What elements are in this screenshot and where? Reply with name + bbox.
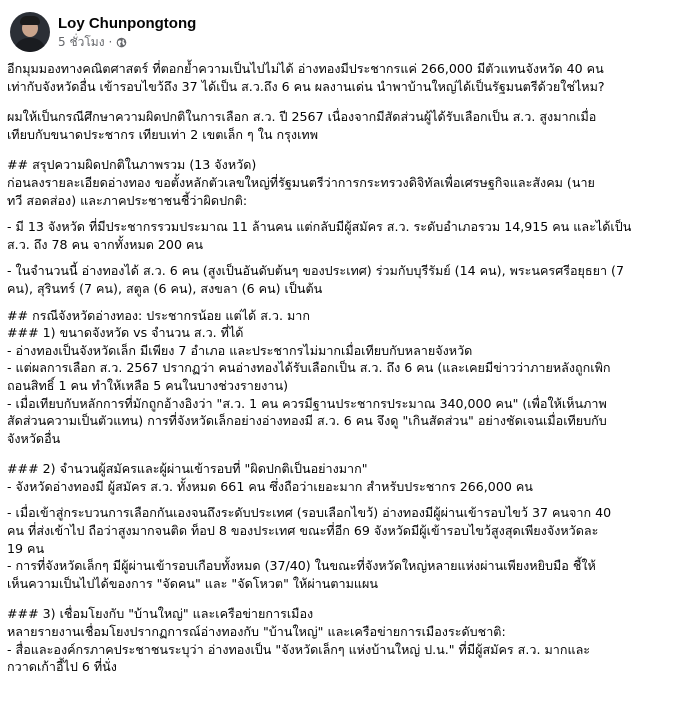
- avatar[interactable]: [10, 12, 50, 52]
- paragraph-section-1: ## กรณีจังหวัดอ่างทอง: ประชากรน้อย แต่ได้ ส.ว. มาก ### 1) ขนาดจังหวัด vs จำนวน ส.ว. ที่ได้ - อ่างทองเป็นจังหวัดเล็ก มีเพียง 7 อำเภอ และประชากรไม่มากเมื่อเทียบกับหลายจังหวัด - แต่ผลการเลือก ส.ว. 2567 ปรากฏว่า คนอ่างทองได้รับเลือกเป็น ส.ว. ถึง 6 คน (และเคยมีข่าวว่าภายหลังถูกเพิก ถอนสิทธิ์ 1 คน ทำให้เหลือ 5 คนในบางช่วงรายงาน) - เมื่อเทียบกับหลักการที่มักถูกอ้างอิงว่า "ส.ว. 1 คน ควรมีฐานประชากรประมาณ 340,000 คน" (เพื่อให้เห็นภาพ สัดส่วนความเป็นตัวแทน) การที่จังหวัดเล็กอย่างอ่างทองมี ส.ว. 6 คน จึงดู "เกินสัดส่วน" อย่างชัดเจนเมื่อเทียบกับ จังหวัดอื่น: [7, 307, 611, 446]
- post-meta: [58, 14, 196, 50]
- separator-dot: ·: [108, 35, 113, 49]
- paragraph-intro: อีกมุมมองทางคณิตศาสตร์ ที่ตอกย้ำความเป็นไปไม่ได้ อ่างทองมีประชากรแค่ 266,000 มีตัวแทนจังหวัด 40 คน เท่ากับจังหวัดอื่น เข้ารอบไขว้ถึง 37 ได้เป็น ส.ว.ถึง 6 คน ผลงานเด่น นำพาบ้านใหญ่ได้เป็นรัฐมนตรีด้วยใช่ไหม?: [7, 61, 605, 94]
- post-body: [6, 60, 685, 676]
- paragraph-section-3: ### 3) เชื่อมโยงกับ "บ้านใหญ่" และเครือข่ายการเมือง หลายรายงานเชื่อมโยงปรากฏการณ์อ่างทองกับ "บ้านใหญ่" และเครือข่ายการเมืองระดับชาติ: - สื่อและองค์กรภาคประชาชนระบุว่า อ่างทองเป็น "จังหวัดเล็กๆ แห่งบ้านใหญ่ ป.น." ที่มีผู้สมัคร ส.ว. มากและ กวาดเก้าอี้ไป 6 ที่นั่ง: [7, 606, 591, 675]
- globe-icon[interactable]: [116, 37, 127, 48]
- post-timestamp[interactable]: 5 ชั่วโมง: [58, 35, 105, 49]
- paragraph-section-2-points: - เมื่อเข้าสู่กระบวนการเลือกกันเองจนถึงระดับประเทศ (รอบเลือกไขว้) อ่างทองมีผู้ผ่านเข้ารอบไขว้ 37 คนจาก 40 คน ที่ส่งเข้าไป ถือว่าสูงมากจนติด ท็อป 8 ของประเทศ ขณะที่อีก 69 จังหวัดมีผู้เข้ารอบไขว้สูงสุดเพียงจังหวัดละ 19 คน - การที่จังหวัดเล็กๆ มีผู้ผ่านเข้ารอบเกือบทั้งหมด (37/40) ในขณะที่จังหวัดใหญ่หลายแห่งผ่านเพียงหยิบมือ ชี้ให้ เห็นความเป็นไปได้ของการ "จัดคน" และ "จัดโหวต" ให้ผ่านตามแผน: [7, 505, 612, 591]
- paragraph-section-2: ### 2) จำนวนผู้สมัครและผู้ผ่านเข้ารอบที่ "ผิดปกติเป็นอย่างมาก" - จังหวัดอ่างทองมี ผู้สมัคร ส.ว. ทั้งหมด 661 คน ซึ่งถือว่าเยอะมาก สำหรับประชากร 266,000 คน: [7, 461, 533, 494]
- paragraph-summary-heading: ## สรุปความผิดปกติในภาพรวม (13 จังหวัด) ก่อนลงรายละเอียดอ่างทอง ขอตั้งหลักตัวเลขใหญ่ที่รัฐมนตรีว่าการกระทรวงดิจิทัลเพื่อเศรษฐกิจและสังคม (นาย ทวี สอดส่อง) และภาคประชาชนชี้ว่าผิดปกติ:: [7, 157, 595, 208]
- post-header: [6, 8, 685, 56]
- author-name[interactable]: Loy Chunpongtong: [58, 15, 197, 32]
- post-time-row: [58, 34, 196, 50]
- paragraph-summary-point-2: - ในจำนวนนี้ อ่างทองได้ ส.ว. 6 คน (สูงเป็นอันดับต้นๆ ของประเทศ) ร่วมกับบุรีรัมย์ (14 คน), พระนครศรีอยุธยา (7 คน), สุรินทร์ (7 คน), สตูล (6 คน), สงขลา (6 คน) เป็นต้น: [7, 263, 624, 296]
- paragraph-summary-point-1: - มี 13 จังหวัด ที่มีประชากรรวมประมาณ 11 ล้านคน แต่กลับมีผู้สมัคร ส.ว. ระดับอำเภอรวม 14,915 คน และได้เป็น ส.ว. ถึง 78 คน จากทั้งหมด 200 คน: [7, 219, 632, 252]
- paragraph-case-study: ผมให้เป็นกรณีศึกษาความผิดปกติในการเลือก ส.ว. ปี 2567 เนื่องจากมีสัดส่วนผู้ได้รับเลือกเป็น ส.ว. สูงมากเมื่อ เทียบกับขนาดประชากร เทียบเท่า 2 เขตเล็ก ๆ ใน กรุงเทพ: [7, 109, 597, 142]
